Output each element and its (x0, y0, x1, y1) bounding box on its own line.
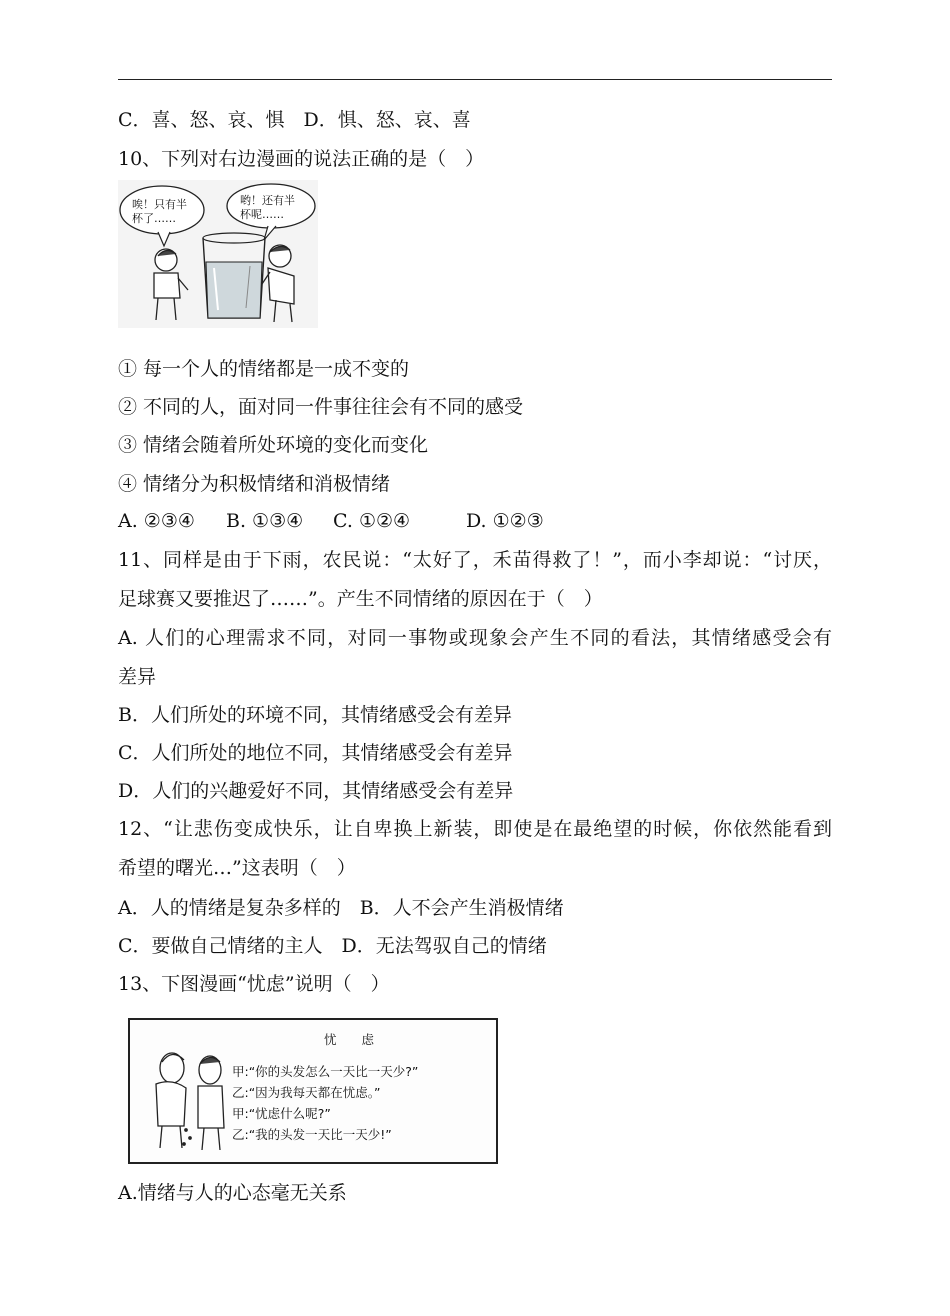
header-rule (118, 79, 832, 80)
right-bubble-line-2: 杯呢…… (240, 208, 284, 221)
right-bubble-line-1: 哟！还有半 (240, 194, 295, 207)
half-glass-cartoon (118, 180, 318, 328)
left-bubble-line-1: 唉！只有半 (132, 198, 187, 211)
q12-options-row-1[interactable]: A．人的情绪是复杂多样的 B．人不会产生消极情绪 (118, 897, 564, 919)
q11-stem-line-1: 11、同样是由于下雨，农民说：“太好了，禾苗得救了！”，而小李却说：“讨厌， (118, 549, 832, 571)
q10-option-c[interactable]: C. ①②④ (333, 510, 411, 532)
q10-statement-2: ② 不同的人，面对同一件事往往会有不同的感受 (118, 396, 524, 418)
q9-options-tail: C．喜、怒、哀、惧 D．惧、怒、哀、喜 (118, 109, 471, 131)
q11-option-a-cont: 差异 (118, 666, 157, 688)
q11-option-c[interactable]: C．人们所处的地位不同，其情绪感受会有差异 (118, 742, 513, 764)
left-bubble-line-2: 杯了…… (132, 212, 176, 225)
q10-statement-4: ④ 情绪分为积极情绪和消极情绪 (118, 473, 391, 495)
q12-stem-line-2: 希望的曙光…”这表明（ ） (118, 857, 356, 879)
q10-statement-1: ① 每一个人的情绪都是一成不变的 (118, 358, 410, 380)
q10-stem: 10、下列对右边漫画的说法正确的是（ ） (118, 148, 485, 170)
q11-stem-line-2: 足球赛又要推迟了……”。产生不同情绪的原因在于（ ） (118, 588, 603, 610)
q12-stem-line-1: 12、“让悲伤变成快乐，让自卑换上新装，即使是在最绝望的时候，你依然能看到 (118, 818, 832, 840)
q10-statement-3: ③ 情绪会随着所处环境的变化而变化 (118, 434, 429, 456)
q12-options-row-2[interactable]: C．要做自己情绪的主人 D．无法驾驭自己的情绪 (118, 935, 547, 957)
q13-option-a[interactable]: A.情绪与人的心态毫无关系 (118, 1182, 347, 1204)
q10-option-d[interactable]: D. ①②③ (466, 510, 544, 532)
q10-option-a[interactable]: A. ②③④ (118, 510, 195, 532)
q10-option-b[interactable]: B. ①③④ (226, 510, 304, 532)
q13-stem: 13、下图漫画“忧虑”说明（ ） (118, 973, 390, 995)
q11-option-d[interactable]: D．人们的兴趣爱好不同，其情绪感受会有差异 (118, 780, 514, 802)
worry-cartoon (128, 1018, 498, 1164)
dialogue-line-1: 甲:“你的头发怎么一天比一天少?” (232, 1064, 419, 1079)
dialogue-line-2: 乙:“因为我每天都在忧虑。” (232, 1085, 381, 1100)
worry-cartoon-title: 忧 虑 (324, 1032, 375, 1047)
q11-option-a[interactable]: A. 人们的心理需求不同，对同一事物或现象会产生不同的看法，其情绪感受会有 (118, 627, 832, 649)
q11-option-b[interactable]: B．人们所处的环境不同，其情绪感受会有差异 (118, 704, 512, 726)
dialogue-line-3: 甲:“忧虑什么呢?” (232, 1106, 331, 1121)
q10-options (118, 509, 832, 533)
dialogue-line-4: 乙:“我的头发一天比一天少!” (232, 1127, 392, 1142)
